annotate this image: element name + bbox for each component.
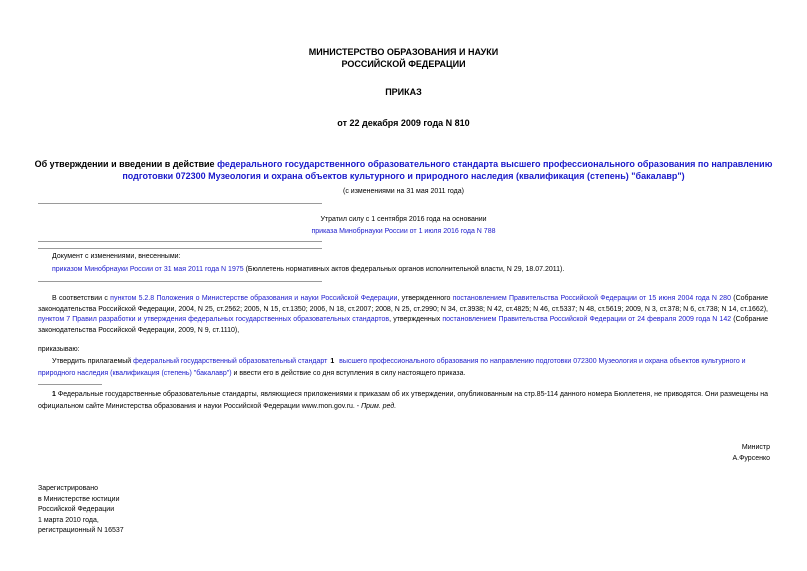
ministry-line-2: РОССИЙСКОЙ ФЕДЕРАЦИИ (341, 59, 466, 69)
divider (38, 281, 322, 282)
repeal-text: Утратил силу с 1 сентября 2016 года на основании (320, 216, 487, 223)
fgos-link[interactable]: федеральный государственный образовательный стандарт (133, 358, 328, 365)
ministry-line-1: МИНИСТЕРСТВО ОБРАЗОВАНИЯ И НАУКИ (308, 47, 499, 57)
amendments-list (52, 265, 792, 276)
footnote-divider (38, 384, 102, 385)
regulation-link[interactable]: пунктом 5.2.8 Положения о Министерстве образования и науки Российской Федерации (110, 295, 398, 302)
order-paragraph: Утвердить прилагаемый федеральный государственный образовательный стандарт 1 высшего профессионального образования по направлению подготовки 072300 Музеология и охрана объектов культурного и природного наследия (квалификация (степень) "бакалавр") и ввести его в действие со дня вступления в силу настоящего приказа. (38, 358, 746, 377)
editor-note: Прим. ред. (361, 402, 397, 410)
title-prefix: Об утверждении и введении в действие (34, 159, 218, 169)
signatory-name: А.Фурсенко (732, 454, 770, 462)
doc-title (20, 158, 787, 182)
amendments-intro: Документ с изменениями, внесенными: (52, 253, 181, 260)
government-decree-142-link[interactable]: постановлением Правительства Российской Федерации от 24 февраля 2009 года N 142 (442, 316, 732, 323)
doc-date-number: от 22 декабря 2009 года N 810 (337, 118, 470, 128)
development-rules-link[interactable]: пунктом 7 Правил разработки и утверждения федеральных государственных образовательных стандартов (38, 316, 390, 323)
footnote-text: Федеральные государственные образовательные стандарты, являющиеся приложениями к приказам об их утверждении, опубликованным на стр.85-114 данного номера Бюллетеня, не приводятся. Они размещены на официальном сайте Министерства образования и науки Российской Федерации www.mon.gov.ru. - (38, 391, 768, 410)
registration-block: Зарегистрировано в Министерстве юстиции Российской Федерации 1 марта 2010 года, регистрационный N 16537 (38, 485, 124, 534)
signatory-position: Министр (741, 444, 770, 451)
footnote-mark: 1 (330, 358, 335, 365)
signature-block (732, 443, 770, 464)
repeal-note (0, 215, 807, 237)
ministry-heading (0, 46, 807, 70)
amendment-order-link[interactable]: приказом Минобрнауки России от 31 мая 2011 года N 1975 (52, 266, 244, 273)
changes-note: (с изменениями на 31 мая 2011 года) (343, 188, 464, 195)
standard-link-continued[interactable]: подготовки 072300 Музеология и охрана объектов культурного и природного наследия (квалификация (степень) "бакалавр") (122, 171, 685, 181)
divider (38, 241, 322, 242)
order-verb: приказываю: (38, 346, 80, 353)
divider (38, 203, 322, 204)
divider (38, 248, 322, 249)
government-decree-280-link[interactable]: постановлением Правительства Российской Федерации от 15 июня 2004 года N 280 (452, 295, 731, 302)
repeal-order-link[interactable]: приказа Минобрнауки России от 1 июля 2016 года N 788 (311, 227, 496, 235)
doc-type: ПРИКАЗ (385, 87, 422, 97)
footnote (38, 389, 768, 412)
preamble-paragraph: В соответствии с пунктом 5.2.8 Положения о Министерстве образования и науки Российской Федерации, утвержденного постановлением Правительства Российской Федерации от 15 июня 2004 года N 280 (Собрание законодательства Российской Федерации, 2004, N 25, ст.2562; 2005, N 15, ст.1350; 2006, N 18, ст.2007; 2008, N 25, ст.2990; N 34, ст.3938; N 42, ст.4825; N 46, ст.5337; N 48, ст.5619; 2009, N 3, ст.378; N 6, ст.738; N 14, ст.1662), пунктом 7 Правил разработки и утверждения федеральных государственных образовательных стандартов, утвержденных постановлением Правительства Российской Федерации от 24 февраля 2009 года N 142 (Собрание законодательства Российской Федерации, 2009, N 9, ст.1110), (38, 295, 769, 334)
standard-link[interactable]: федерального государственного образовательного стандарта высшего профессионального образования по направлению (217, 159, 773, 169)
amendment-source: (Бюллетень нормативных актов федеральных органов исполнительной власти, N 29, 18.07.2011). (243, 266, 565, 273)
footnote-number: 1 (52, 391, 56, 398)
